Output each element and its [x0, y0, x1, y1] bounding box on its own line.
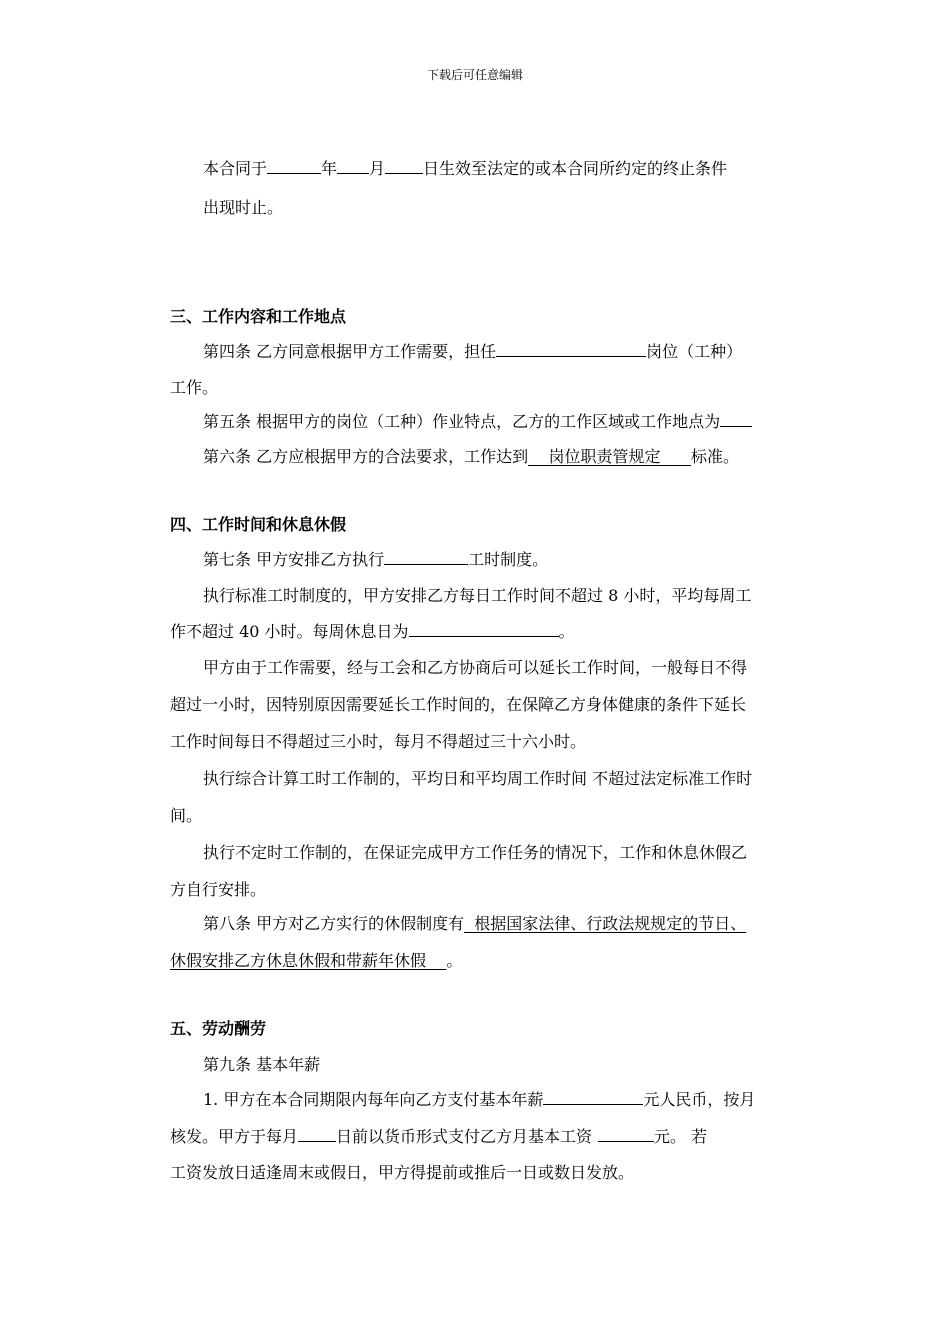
text: 。	[558, 622, 575, 641]
text: 第四条 乙方同意根据甲方工作需要，担任	[203, 342, 497, 361]
standard-hours-line-1: 执行标准工时制度的，甲方安排乙方每日工作时间不超过 8 小时，平均每周工	[203, 586, 752, 605]
text: 本合同于	[203, 159, 268, 178]
work-hours-system-blank[interactable]	[384, 549, 468, 565]
text: 年	[321, 159, 338, 178]
article-8-line-1	[203, 913, 746, 935]
section-4-title: 四、工作时间和休息休假	[170, 515, 347, 534]
work-location-blank[interactable]	[720, 411, 752, 427]
overtime-line-1: 甲方由于工作需要，经与工会和乙方协商后可以延长工作时间，一般每日不得	[203, 658, 748, 677]
article-9-title: 第九条 基本年薪	[203, 1055, 321, 1074]
text: 日生效至法定的或本合同所约定的终止条件	[423, 159, 728, 178]
standard-fill[interactable]: 岗位职责管规定	[528, 447, 691, 466]
article-4-line	[203, 341, 742, 363]
article-4-line-2: 工作。	[170, 378, 219, 397]
text: 元人民币，按月	[643, 1090, 756, 1109]
leave-policy-fill-1[interactable]: 根据国家法律、行政法规规定的节日、	[464, 914, 747, 933]
section-3-title: 三、工作内容和工作地点	[170, 307, 347, 326]
monthly-salary-blank[interactable]	[598, 1126, 654, 1142]
comprehensive-hours-line-1: 执行综合计算工时工作制的，平均日和平均周工作时间 不超过法定标准工作时	[203, 769, 753, 788]
overtime-line-3: 工作时间每日不得超过三小时，每月不得超过三十六小时。	[170, 732, 587, 751]
article-5-line	[203, 411, 752, 433]
section-5-title: 五、劳动酬劳	[170, 1019, 267, 1038]
comprehensive-hours-line-2: 间。	[170, 806, 203, 825]
text: 第八条 甲方对乙方实行的休假制度有	[203, 914, 465, 933]
text: 工时制度。	[468, 550, 549, 569]
text: 日前以货币形式支付乙方月基本工资	[336, 1127, 593, 1146]
position-blank[interactable]	[496, 341, 646, 357]
month-blank[interactable]	[337, 158, 369, 174]
text: 第六条 乙方应根据甲方的合法要求，工作达到	[203, 447, 529, 466]
effective-date-line	[203, 158, 727, 180]
text: 核发。甲方于每月	[170, 1127, 299, 1146]
overtime-line-2: 超过一小时，因特别原因需要延长工作时间的，在保障乙方身体健康的条件下延长	[170, 695, 747, 714]
effective-date-line-2: 出现时止。	[203, 198, 284, 217]
annual-salary-blank[interactable]	[543, 1089, 643, 1105]
page-header-note: 下载后可任意编辑	[426, 68, 523, 82]
salary-line-3: 工资发放日适逢周末或假日，甲方得提前或推后一日或数日发放。	[170, 1163, 635, 1182]
year-blank[interactable]	[267, 158, 321, 174]
text: 1. 甲方在本合同期限内每年向乙方支付基本年薪	[203, 1090, 544, 1109]
standard-hours-line-2	[170, 621, 575, 643]
text: 作不超过 40 小时。每周休息日为	[170, 622, 409, 641]
article-8-line-2	[170, 950, 462, 972]
flexible-hours-line-2: 方自行安排。	[170, 880, 267, 899]
article-7-line	[203, 549, 548, 571]
article-6-line	[203, 446, 739, 468]
text: 。	[446, 951, 463, 970]
salary-line-1	[203, 1089, 755, 1111]
flexible-hours-line-1: 执行不定时工作制的，在保证完成甲方工作任务的情况下，工作和休息休假乙	[203, 843, 748, 862]
day-blank[interactable]	[385, 158, 423, 174]
text: 月	[369, 159, 386, 178]
text: 标准。	[690, 447, 739, 466]
text: 岗位（工种）	[646, 342, 743, 361]
text: 元。 若	[654, 1127, 708, 1146]
text: 第五条 根据甲方的岗位（工种）作业特点，乙方的工作区域或工作地点为	[203, 412, 721, 431]
pay-day-blank[interactable]	[298, 1126, 336, 1142]
leave-policy-fill-2[interactable]: 休假安排乙方休息休假和带薪年休假	[170, 951, 447, 970]
salary-line-2	[170, 1126, 707, 1148]
rest-day-blank[interactable]	[409, 621, 559, 637]
text: 第七条 甲方安排乙方执行	[203, 550, 385, 569]
